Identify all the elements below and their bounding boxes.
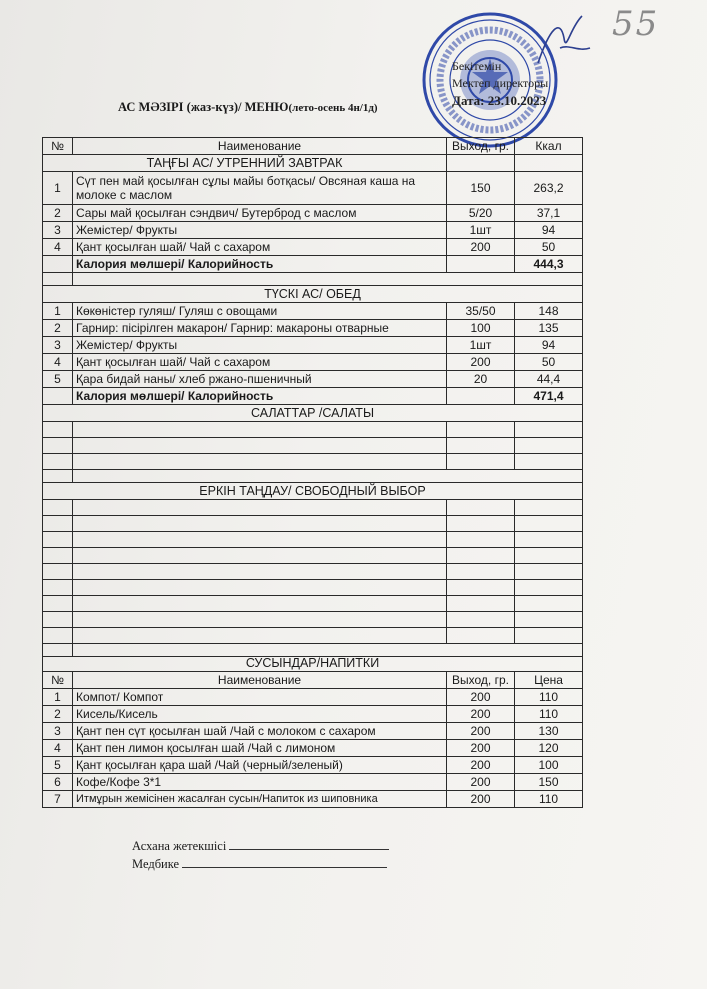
table-row [43,596,583,612]
table-row [43,628,583,644]
drinks-header-row: № Наименование Выход, гр. Цена [43,672,583,689]
chef-label: Асхана жетекшісі [132,839,227,853]
signature-footer [132,837,389,873]
breakfast-heading: ТАҢҒЫ АС/ УТРЕННИЙ ЗАВТРАК [43,155,447,172]
nurse-signature-line [132,855,389,873]
table-row [43,580,583,596]
menu-header-row [43,138,583,155]
lunch-total-value: 471,4 [515,388,583,405]
header-name: Наименование [73,138,447,155]
breakfast-total-row [43,256,583,273]
table-row: 6 Кофе/Кофе 3*1 200 150 [43,774,583,791]
table-row: 1 Компот/ Компот 200 110 [43,689,583,706]
table-row [43,532,583,548]
approval-block [452,58,548,109]
chef-signature-line [132,837,389,855]
table-row: 5 Қара бидай наны/ хлеб ржано-пшеничный 20 44,4 [43,371,583,388]
table-row: 4 Қант пен лимон қосылған шай /Чай с лимоном 200 120 [43,740,583,757]
approval-line-1: Бекітемін [452,59,502,73]
table-row: 3 Қант пен сүт қосылған шай /Чай с молоком с сахаром 200 130 [43,723,583,740]
table-row [43,516,583,532]
free-choice-heading: ЕРКІН ТАҢДАУ/ СВОБОДНЫЙ ВЫБОР [43,483,583,500]
table-row [43,500,583,516]
menu-table [42,137,583,657]
lunch-total-row [43,388,583,405]
table-row [43,422,583,438]
drinks-table [42,655,583,808]
table-row: 7 Итмұрын жемісінен жасалған сусын/Напиток из шиповника 200 110 [43,791,583,808]
table-row: 1 Көкөністер гуляш/ Гуляш с овощами 35/50 148 [43,303,583,320]
chef-signature-blank [229,837,389,850]
table-row [43,438,583,454]
table-row: 1 Сүт пен май қосылған сұлы майы ботқасы/ Овсяная каша на молоке с маслом 150 263,2 [43,172,583,205]
breakfast-total-label: Калория мөлшері/ Калорийность [73,256,447,273]
page-title [118,100,378,115]
table-row: 2 Сары май қосылған сэндвич/ Бутерброд с маслом 5/20 37,1 [43,205,583,222]
table-row [43,564,583,580]
table-row [43,612,583,628]
approval-date: Дата: 23.10.2023 [452,93,547,108]
nurse-label: Медбике [132,857,180,871]
table-row: 5 Қант қосылған қара шай /Чай (черный/зеленый) 200 100 [43,757,583,774]
lunch-heading-row [43,286,583,303]
table-row [43,548,583,564]
table-row: 2 Гарнир: пісірілген макарон/ Гарнир: макароны отварные 100 135 [43,320,583,337]
nurse-signature-blank [182,855,387,868]
table-row: 3 Жемістер/ Фрукты 1шт 94 [43,222,583,239]
table-row [43,454,583,470]
breakfast-heading-row [43,155,583,172]
handwritten-page-number: 55 [612,4,660,44]
drinks-heading: СУСЫНДАР/НАПИТКИ [43,655,583,672]
table-row: 4 Қант қосылған шай/ Чай с сахаром 200 50 [43,239,583,256]
drinks-heading-row [43,655,583,672]
salads-heading-row [43,405,583,422]
table-row: 4 Қант қосылған шай/ Чай с сахаром 200 50 [43,354,583,371]
approval-line-2: Мектеп директоры [452,76,549,90]
header-no: № [43,138,73,155]
title-suffix: (лето-осень 4н/1д) [288,102,378,114]
header-out: Выход, гр. [447,138,515,155]
breakfast-total-value: 444,3 [515,256,583,273]
free-choice-heading-row [43,483,583,500]
lunch-heading: ТҮСКІ АС/ ОБЕД [43,286,583,303]
table-row: 3 Жемістер/ Фрукты 1шт 94 [43,337,583,354]
lunch-total-label: Калория мөлшері/ Калорийность [73,388,447,405]
table-row: 2 Кисель/Кисель 200 110 [43,706,583,723]
salads-heading: САЛАТТАР /САЛАТЫ [43,405,583,422]
header-kcal: Ккал [515,138,583,155]
title-main: АС МӘЗІРІ (жаз-күз)/ МЕНЮ [118,100,289,114]
